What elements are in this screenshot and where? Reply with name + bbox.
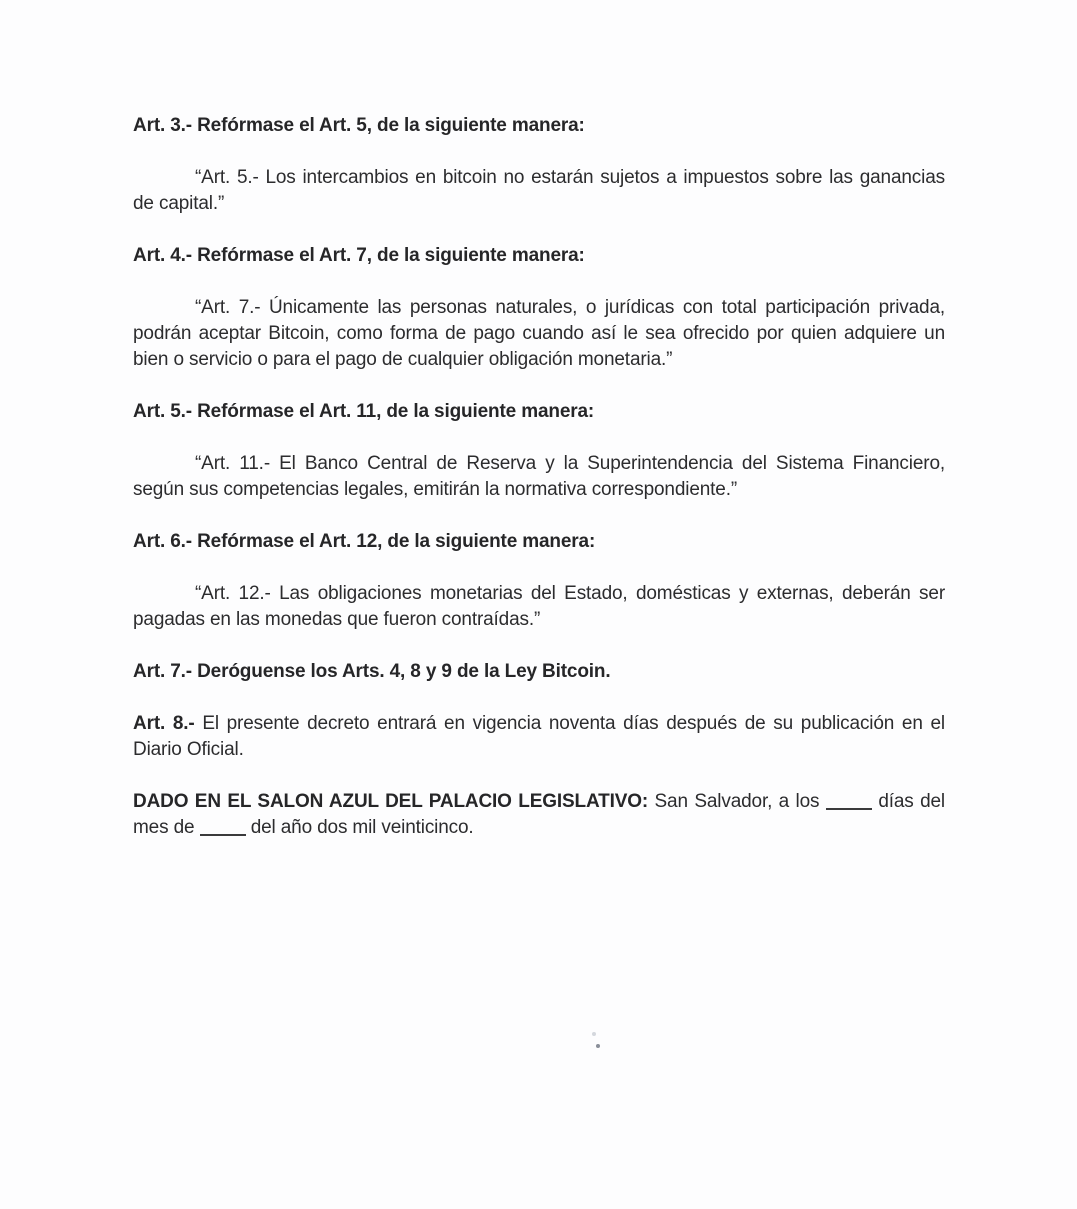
closing-text-2: días del mes de bbox=[133, 791, 946, 838]
article-6-quote: “Art. 12.- Las obligaciones monetarias del Estado, domésticas y externas, deberán ser pagadas en las monedas que fueron contraídas.” bbox=[133, 583, 945, 630]
article-3-quote: “Art. 5.- Los intercambios en bitcoin no estarán sujetos a impuestos sobre las ganancias de capital.” bbox=[133, 167, 945, 214]
article-8-label: Art. 8.- bbox=[133, 713, 195, 734]
article-3-heading: Art. 3.- Refórmase el Art. 5, de la siguiente manera: bbox=[133, 115, 585, 136]
article-4-heading: Art. 4.- Refórmase el Art. 7, de la siguiente manera: bbox=[133, 245, 585, 266]
decree-body bbox=[133, 113, 945, 867]
article-5-heading: Art. 5.- Refórmase el Art. 11, de la siguiente manera: bbox=[133, 401, 595, 422]
article-5-quote: “Art. 11.- El Banco Central de Reserva y la Superintendencia del Sistema Financiero, según sus competencias legales, emitirán la normativa correspondiente.” bbox=[133, 453, 945, 500]
blank-line-days bbox=[826, 794, 872, 810]
closing-paragraph bbox=[133, 789, 945, 841]
closing-label: DADO EN EL SALON AZUL DEL PALACIO LEGISLATIVO: bbox=[133, 791, 649, 812]
article-7-heading: Art. 7.- Deróguense los Arts. 4, 8 y 9 de la Ley Bitcoin. bbox=[133, 661, 611, 682]
article-4-quote: “Art. 7.- Únicamente las personas naturales, o jurídicas con total participación privada, podrán aceptar Bitcoin, como forma de pago cuando así le sea ofrecido por quien adquiere un bien o servicio o para el pago de cualquier obligación monetaria.” bbox=[133, 297, 945, 370]
article-8-text: El presente decreto entrará en vigencia noventa días después de su publicación en el Diario Oficial. bbox=[133, 713, 945, 760]
closing-text-3: del año dos mil veinticinco. bbox=[250, 817, 474, 838]
article-8-paragraph bbox=[133, 711, 945, 763]
article-6-heading: Art. 6.- Refórmase el Art. 12, de la siguiente manera: bbox=[133, 531, 596, 552]
scan-speck bbox=[596, 1044, 600, 1048]
blank-line-month bbox=[200, 820, 246, 836]
closing-text-1: San Salvador, a los bbox=[654, 791, 820, 812]
scan-speck bbox=[592, 1032, 596, 1036]
